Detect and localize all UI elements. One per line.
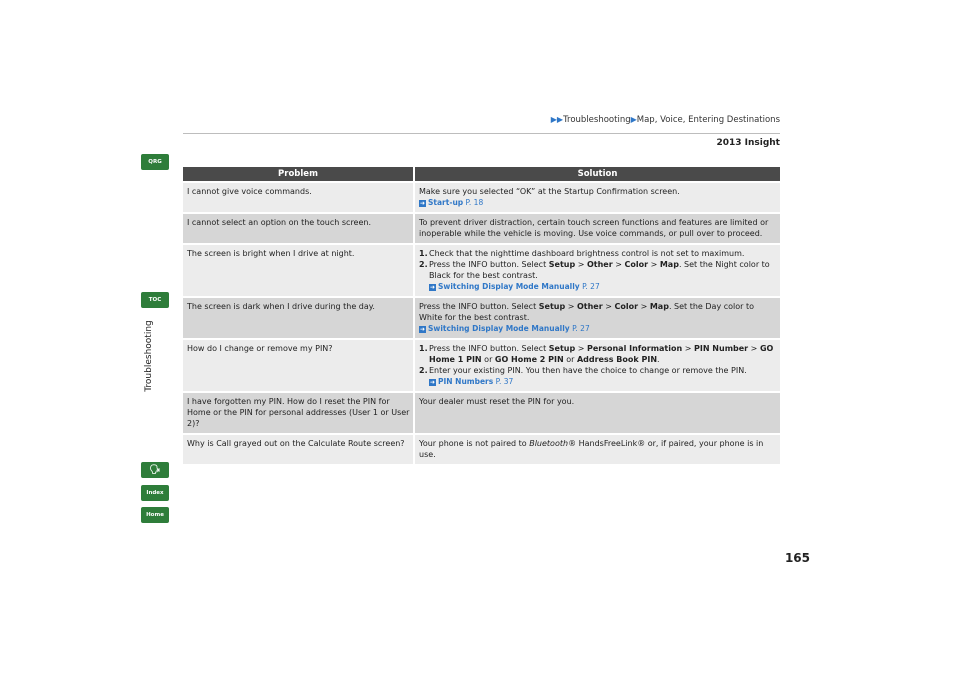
- solution-cell: Press the INFO button. Select Setup > Other > Color > Map. Set the Day color to White for the best contrast. ➜ Switching Display Mode Manually P. 27: [415, 296, 780, 338]
- home-tab[interactable]: Home: [141, 507, 169, 523]
- table-row: [183, 296, 780, 338]
- breadcrumb: [528, 115, 780, 125]
- solution-step: 1.Press the INFO button. Select Setup > Personal Information > PIN Number > GO Home 1 PIN or GO Home 2 PIN or Address Book PIN.: [419, 344, 774, 364]
- table-header-row: [183, 167, 780, 181]
- table-row: [183, 391, 780, 433]
- breadcrumb-current: Map, Voice, Entering Destinations: [636, 115, 780, 125]
- solution-step: 2.Enter your existing PIN. You then have the choice to change or remove the PIN. ➜ PIN Numbers P. 37: [419, 365, 777, 387]
- solution-cell: Your phone is not paired to Bluetooth® HandsFreeLink® or, if paired, your phone is in use.: [415, 433, 780, 464]
- solution-cell: [415, 181, 780, 212]
- solution-cell: [415, 243, 780, 296]
- reference-arrow-icon: ➜: [419, 200, 426, 207]
- table-row: [183, 338, 780, 391]
- cross-reference-link[interactable]: ➜ Switching Display Mode Manually P. 27: [419, 324, 590, 333]
- breadcrumb-arrow-icon: ▶▶: [550, 115, 564, 124]
- table-row: [183, 212, 780, 243]
- column-header-problem: Problem: [183, 167, 415, 181]
- solution-text: Make sure you selected “OK” at the Startup Confirmation screen.: [419, 187, 680, 196]
- problem-cell: How do I change or remove my PIN?: [183, 338, 415, 391]
- header-rule: [183, 133, 780, 134]
- solution-step: 1.Check that the nighttime dashboard brightness control is not set to maximum.: [419, 249, 745, 258]
- reference-arrow-icon: ➜: [429, 379, 436, 386]
- problem-cell: I have forgotten my PIN. How do I reset the PIN for Home or the PIN for personal addresses (User 1 or User 2)?: [183, 391, 415, 433]
- solution-cell: To prevent driver distraction, certain touch screen functions and features are limited or inoperable while the vehicle is moving. Use voice commands, or pull over to proceed.: [415, 212, 780, 243]
- problem-cell: I cannot give voice commands.: [183, 181, 415, 212]
- cross-reference-link[interactable]: ➜ PIN Numbers P. 37: [429, 377, 514, 386]
- voice-command-icon[interactable]: 🗣: [141, 462, 169, 478]
- problem-cell: The screen is bright when I drive at night.: [183, 243, 415, 296]
- toc-tab[interactable]: TOC: [141, 292, 169, 308]
- table-row: [183, 243, 780, 296]
- cross-reference-link[interactable]: ➜ Start-up P. 18: [419, 198, 484, 207]
- cross-reference-link[interactable]: ➜ Switching Display Mode Manually P. 27: [429, 282, 600, 291]
- troubleshooting-table: [183, 167, 780, 464]
- solution-cell: [415, 338, 780, 391]
- solution-cell: Your dealer must reset the PIN for you.: [415, 391, 780, 433]
- solution-step: 2.Press the INFO button. Select Setup > Other > Color > Map. Set the Night color to Black for the best contrast. ➜ Switching Display Mode Manually P. 27: [419, 259, 777, 292]
- column-header-solution: Solution: [415, 167, 780, 181]
- reference-arrow-icon: ➜: [429, 284, 436, 291]
- page-number: 165: [784, 551, 810, 565]
- table-row: [183, 433, 780, 464]
- section-label: Troubleshooting: [144, 320, 154, 392]
- breadcrumb-arrow-icon: ▶: [630, 115, 637, 124]
- table-row: [183, 181, 780, 212]
- qrg-tab[interactable]: QRG: [141, 154, 169, 170]
- model-label: 2013 Insight: [716, 138, 780, 148]
- reference-arrow-icon: ➜: [419, 326, 426, 333]
- problem-cell: Why is Call grayed out on the Calculate Route screen?: [183, 433, 415, 464]
- problem-cell: The screen is dark when I drive during the day.: [183, 296, 415, 338]
- problem-cell: I cannot select an option on the touch screen.: [183, 212, 415, 243]
- index-tab[interactable]: Index: [141, 485, 169, 501]
- breadcrumb-link-troubleshooting[interactable]: Troubleshooting: [563, 115, 631, 125]
